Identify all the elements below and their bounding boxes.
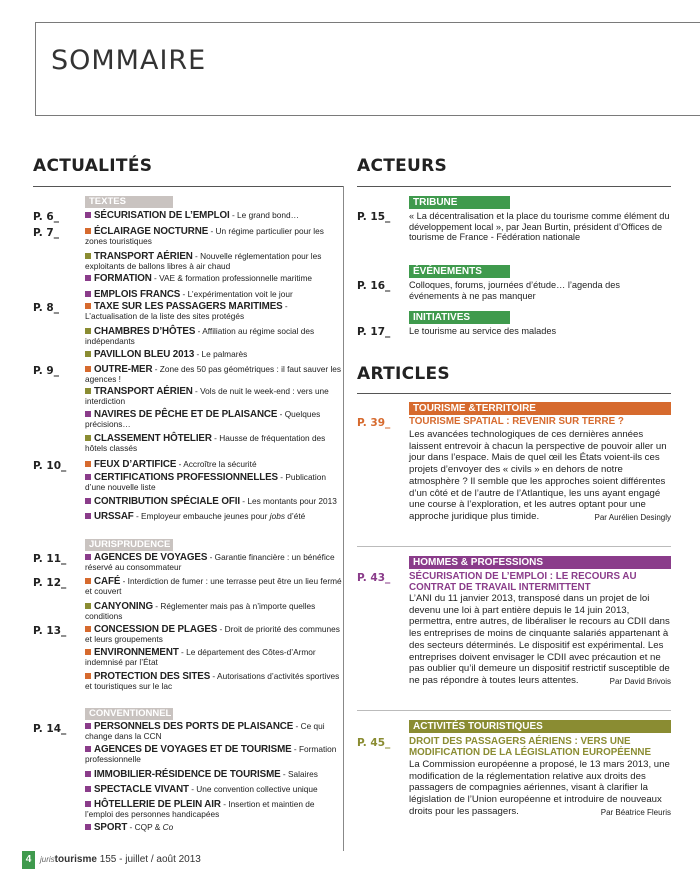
page-number: P. 16_ xyxy=(357,280,391,292)
footer-brand xyxy=(40,854,201,865)
entry-title: SÉCURISATION DE L’EMPLOI xyxy=(94,210,230,221)
article-author: Par Béatrice Fleuris xyxy=(600,807,671,817)
entry-title: TAXE SUR LES PASSAGERS MARITIMES xyxy=(94,301,283,312)
article-section: HOMMES & PROFESSIONS xyxy=(409,556,671,569)
entry-title: CONTRIBUTION SPÉCIALE OFII xyxy=(94,496,240,507)
bullet-square-icon xyxy=(85,771,91,777)
article-author: Par David Brivois xyxy=(609,676,671,686)
list-item xyxy=(85,327,342,346)
page-number: P. 43_ xyxy=(357,572,391,584)
article-divider xyxy=(357,546,671,547)
entry-title: CLASSEMENT HÔTELIER xyxy=(94,433,212,444)
list-item xyxy=(85,274,342,284)
entry-desc: - Ce qui change dans la CCN xyxy=(85,721,325,741)
list-item xyxy=(85,290,342,300)
section-jurisprudence: JURISPRUDENCE xyxy=(85,539,173,551)
bullet-square-icon xyxy=(85,461,91,467)
article-title: TOURISME SPATIAL : REVENIR SUR TERRE ? xyxy=(409,416,624,427)
article-section: TOURISME &TERRITOIRE xyxy=(409,402,671,415)
entry-title: EMPLOIS FRANCS xyxy=(94,289,181,300)
entry-title: SPECTACLE VIVANT xyxy=(94,784,189,795)
bullet-square-icon xyxy=(85,626,91,632)
bullet-square-icon xyxy=(85,228,91,234)
entry-title: ÉCLAIRAGE NOCTURNE xyxy=(94,226,209,237)
entry-desc: - Salaires xyxy=(280,769,318,779)
article-divider xyxy=(357,710,671,711)
list-item xyxy=(85,211,342,221)
tribune-text: « La décentralisation et la place du tourisme comme élément du développement local », par Jean Burtin, président d’Offices de tourisme de France - Fédération nationale xyxy=(409,211,670,243)
list-item xyxy=(85,473,342,492)
bullet-square-icon xyxy=(85,513,91,519)
list-item xyxy=(85,512,342,522)
footer-page-number: 4 xyxy=(22,851,35,869)
entry-title: NAVIRES DE PÊCHE ET DE PLAISANCE xyxy=(94,409,278,420)
bullet-square-icon xyxy=(85,554,91,560)
list-item xyxy=(85,365,342,384)
bullet-square-icon xyxy=(85,746,91,752)
bullet-square-icon xyxy=(85,786,91,792)
brand-prefix: juris xyxy=(40,855,55,864)
articles-rule xyxy=(357,393,671,394)
bullet-square-icon xyxy=(85,498,91,504)
entry-title: CERTIFICATIONS PROFESSIONNELLES xyxy=(94,472,278,483)
bullet-square-icon xyxy=(85,303,91,309)
entry-title: OUTRE-MER xyxy=(94,364,153,375)
list-item xyxy=(85,745,342,764)
list-item xyxy=(85,460,342,470)
initiatives-text: Le tourisme au service des malades xyxy=(409,326,557,336)
entry-desc: - Publication d’une nouvelle liste xyxy=(85,472,326,492)
list-item xyxy=(85,602,342,621)
page-number: P. 8_ xyxy=(33,302,59,314)
initiatives-label: INITIATIVES xyxy=(409,311,510,324)
entry-desc: - Autorisations d’activités sportives et touristiques sur le lac xyxy=(85,671,340,691)
bullet-square-icon xyxy=(85,435,91,441)
entry-desc: - Vols de nuit le week-end : vers une interdiction xyxy=(85,386,329,406)
page-number: P. 11_ xyxy=(33,553,67,565)
entry-title: TRANSPORT AÉRIEN xyxy=(94,251,193,262)
page-number: P. 9_ xyxy=(33,365,59,377)
bullet-square-icon xyxy=(85,388,91,394)
entry-title: CAFÉ xyxy=(94,576,121,587)
article-title: SÉCURISATION DE L’EMPLOI : LE RECOURS AU CONTRAT DE TRAVAIL INTERMITTENT xyxy=(409,571,637,593)
entry-desc: - Le grand bond… xyxy=(229,210,299,220)
bullet-square-icon xyxy=(85,673,91,679)
entry-title: PROTECTION DES SITES xyxy=(94,671,211,682)
bullet-square-icon xyxy=(85,801,91,807)
list-item xyxy=(85,553,342,572)
list-item xyxy=(85,302,342,321)
list-item xyxy=(85,823,342,833)
entry-title: PERSONNELS DES PORTS DE PLAISANCE xyxy=(94,721,294,732)
article-title: DROIT DES PASSAGERS AÉRIENS : VERS UNE MODIFICATION DE LA LÉGISLATION EUROPÉENNE xyxy=(409,736,652,758)
page-number: P. 15_ xyxy=(357,211,391,223)
entry-desc: - L’actualisation de la liste des sites protégés xyxy=(85,301,288,321)
section-textes: TEXTES xyxy=(85,196,173,208)
evenements-label: ÉVÉNEMENTS xyxy=(409,265,510,278)
page-number: P. 45_ xyxy=(357,737,391,749)
entry-desc: - CQP & xyxy=(127,822,163,832)
bullet-square-icon xyxy=(85,275,91,281)
list-item xyxy=(85,252,342,271)
entry-desc-em: jobs xyxy=(269,511,285,521)
entry-title: SPORT xyxy=(94,822,128,833)
page-number: P. 13_ xyxy=(33,625,67,637)
acteurs-rule xyxy=(357,186,671,187)
page-number: P. 10_ xyxy=(33,460,67,472)
list-item xyxy=(85,785,342,795)
bullet-square-icon xyxy=(85,578,91,584)
actualites-heading: ACTUALITÉS xyxy=(33,156,153,176)
entry-title: PAVILLON BLEU 2013 xyxy=(94,349,195,360)
article-author: Par Aurélien Desingly xyxy=(594,512,671,522)
bullet-square-icon xyxy=(85,366,91,372)
entry-desc: - Garantie financière : un bénéfice réservé au consommateur xyxy=(85,552,335,572)
list-item xyxy=(85,722,342,741)
list-item xyxy=(85,227,342,246)
article-section: ACTIVITÉS TOURISTIQUES xyxy=(409,720,671,733)
bullet-square-icon xyxy=(85,351,91,357)
entry-desc: - Affiliation au régime social des indépendants xyxy=(85,326,315,346)
list-item xyxy=(85,410,342,429)
tribune-label: TRIBUNE xyxy=(409,196,510,209)
entry-desc: - Zone des 50 pas géométriques : il faut sauver les agences ! xyxy=(85,364,342,384)
entry-title: TRANSPORT AÉRIEN xyxy=(94,386,193,397)
article-body xyxy=(409,593,671,688)
entry-title: FORMATION xyxy=(94,273,152,284)
entry-desc: - Quelques précisions… xyxy=(85,409,321,429)
entry-desc: - VAE & formation professionnelle maritime xyxy=(151,273,313,283)
page-number: P. 14_ xyxy=(33,723,67,735)
bullet-square-icon xyxy=(85,253,91,259)
entry-desc: - Le département des Côtes-d’Armor indemnisé par l’État xyxy=(85,647,316,667)
bullet-square-icon xyxy=(85,649,91,655)
section-conventionnel: CONVENTIONNEL xyxy=(85,708,173,720)
list-item xyxy=(85,648,342,667)
entry-desc: - Insertion et maintien de l’emploi des personnes handicapées xyxy=(85,799,315,819)
entry-title: AGENCES DE VOYAGES xyxy=(94,552,208,563)
entry-desc-em: Co xyxy=(162,822,174,832)
page-title: SOMMAIRE xyxy=(51,45,207,76)
article-text: L’ANI du 11 janvier 2013, transposé dans un projet de loi devenu une loi à part entière depuis le 14 juin 2013, permettra, entre autres, de libéraliser le recours au CDII dans les entreprises de moins de cinquante salariés appartenant à des secteurs déterminés. Le dispositif est expérimental. Les entreprises doivent envisager le CDII avec précaution et ne pas oublier qu’il demeure un dispositif restrictif susceptible de ne pas répondre à toutes leurs attentes. xyxy=(409,593,670,686)
bullet-square-icon xyxy=(85,328,91,334)
entry-title: CHAMBRES D’HÔTES xyxy=(94,326,196,337)
page-number: P. 6_ xyxy=(33,211,59,223)
page-number: P. 12_ xyxy=(33,577,67,589)
footer xyxy=(0,851,700,869)
entry-title: CONCESSION DE PLAGES xyxy=(94,624,218,635)
entry-title: FEUX D’ARTIFICE xyxy=(94,459,177,470)
entry-desc: - Employeur embauche jeunes pour xyxy=(133,511,270,521)
acteurs-heading: ACTEURS xyxy=(357,156,448,176)
list-item xyxy=(85,497,342,507)
page-number: P. 17_ xyxy=(357,326,391,338)
list-item xyxy=(85,672,342,691)
bullet-square-icon xyxy=(85,723,91,729)
bullet-square-icon xyxy=(85,474,91,480)
bullet-square-icon xyxy=(85,603,91,609)
entry-desc: - Nouvelle réglementation pour les exploitants de ballons libres à air chaud xyxy=(85,251,322,271)
left-column-vrule xyxy=(343,186,344,851)
entry-title: CANYONING xyxy=(94,601,153,612)
entry-title: IMMOBILIER-RÉSIDENCE DE TOURISME xyxy=(94,769,281,780)
entry-desc: - Le palmarès xyxy=(194,349,248,359)
entry-desc: - Un régime particulier pour les zones touristiques xyxy=(85,226,324,246)
entry-desc: - Droit de priorité des communes et leurs groupements xyxy=(85,624,340,644)
list-item xyxy=(85,770,342,780)
entry-desc: - Formation professionnelle xyxy=(85,744,337,764)
bullet-square-icon xyxy=(85,212,91,218)
bullet-square-icon xyxy=(85,291,91,297)
list-item xyxy=(85,350,342,360)
actualites-rule xyxy=(33,186,344,187)
entry-desc: - L’expérimentation voit le jour xyxy=(180,289,293,299)
evenements-text: Colloques, forums, journées d’étude… l’agenda des événements à ne pas manquer xyxy=(409,280,620,301)
entry-desc: - Une convention collective unique xyxy=(188,784,318,794)
entry-title: AGENCES DE VOYAGES ET DE TOURISME xyxy=(94,744,292,755)
entry-desc-tail: d’été xyxy=(284,511,306,521)
entry-desc: - Hausse de fréquentation des hôtels classés xyxy=(85,433,326,453)
title-box xyxy=(35,22,700,116)
list-item xyxy=(85,800,342,819)
list-item xyxy=(85,577,342,596)
article-body xyxy=(409,759,671,819)
brand-name: tourisme xyxy=(54,854,97,865)
article-body xyxy=(409,429,671,524)
article-text: Les avancées technologiques de ces dernières années laissent entrevoir à chacun la perspective de pouvoir aller un jour dans l’espace. Mais de quel œil les États voient-ils ces projets d’envoyer des « civils » en dehors de notre atmosphère ? Il semble que les approches soient différentes d’un côté et de l’autre de l’Atlantique, les uns ayant engagé une course à l’exploration, et les autres optant pour une approche juridique plus timide. xyxy=(409,429,667,522)
bullet-square-icon xyxy=(85,824,91,830)
entry-desc: - Les montants pour 2013 xyxy=(240,496,337,506)
page-number: P. 39_ xyxy=(357,417,391,429)
bullet-square-icon xyxy=(85,411,91,417)
entry-title: ENVIRONNEMENT xyxy=(94,647,179,658)
entry-desc: - Accroître la sécurité xyxy=(176,459,257,469)
list-item xyxy=(85,434,342,453)
page-number: P. 7_ xyxy=(33,227,59,239)
entry-title: URSSAF xyxy=(94,511,134,522)
entry-desc: - Réglementer mais pas à n’importe quelles conditions xyxy=(85,601,316,621)
article-text: La Commission européenne a proposé, le 13 mars 2013, une modification de la réglementation relative aux droits des passagers de compagnies aériennes, visant à clarifier la législation de l’Union européenne et introduire de nouveaux droits pour les passagers. xyxy=(409,759,670,817)
list-item xyxy=(85,387,342,406)
list-item xyxy=(85,625,342,644)
articles-heading: ARTICLES xyxy=(357,364,450,384)
issue-info: 155 - juillet / août 2013 xyxy=(99,854,201,865)
entry-desc: - Interdiction de fumer : une terrasse peut être un lieu fermé et couvert xyxy=(85,576,342,596)
entry-title: HÔTELLERIE DE PLEIN AIR xyxy=(94,799,221,810)
